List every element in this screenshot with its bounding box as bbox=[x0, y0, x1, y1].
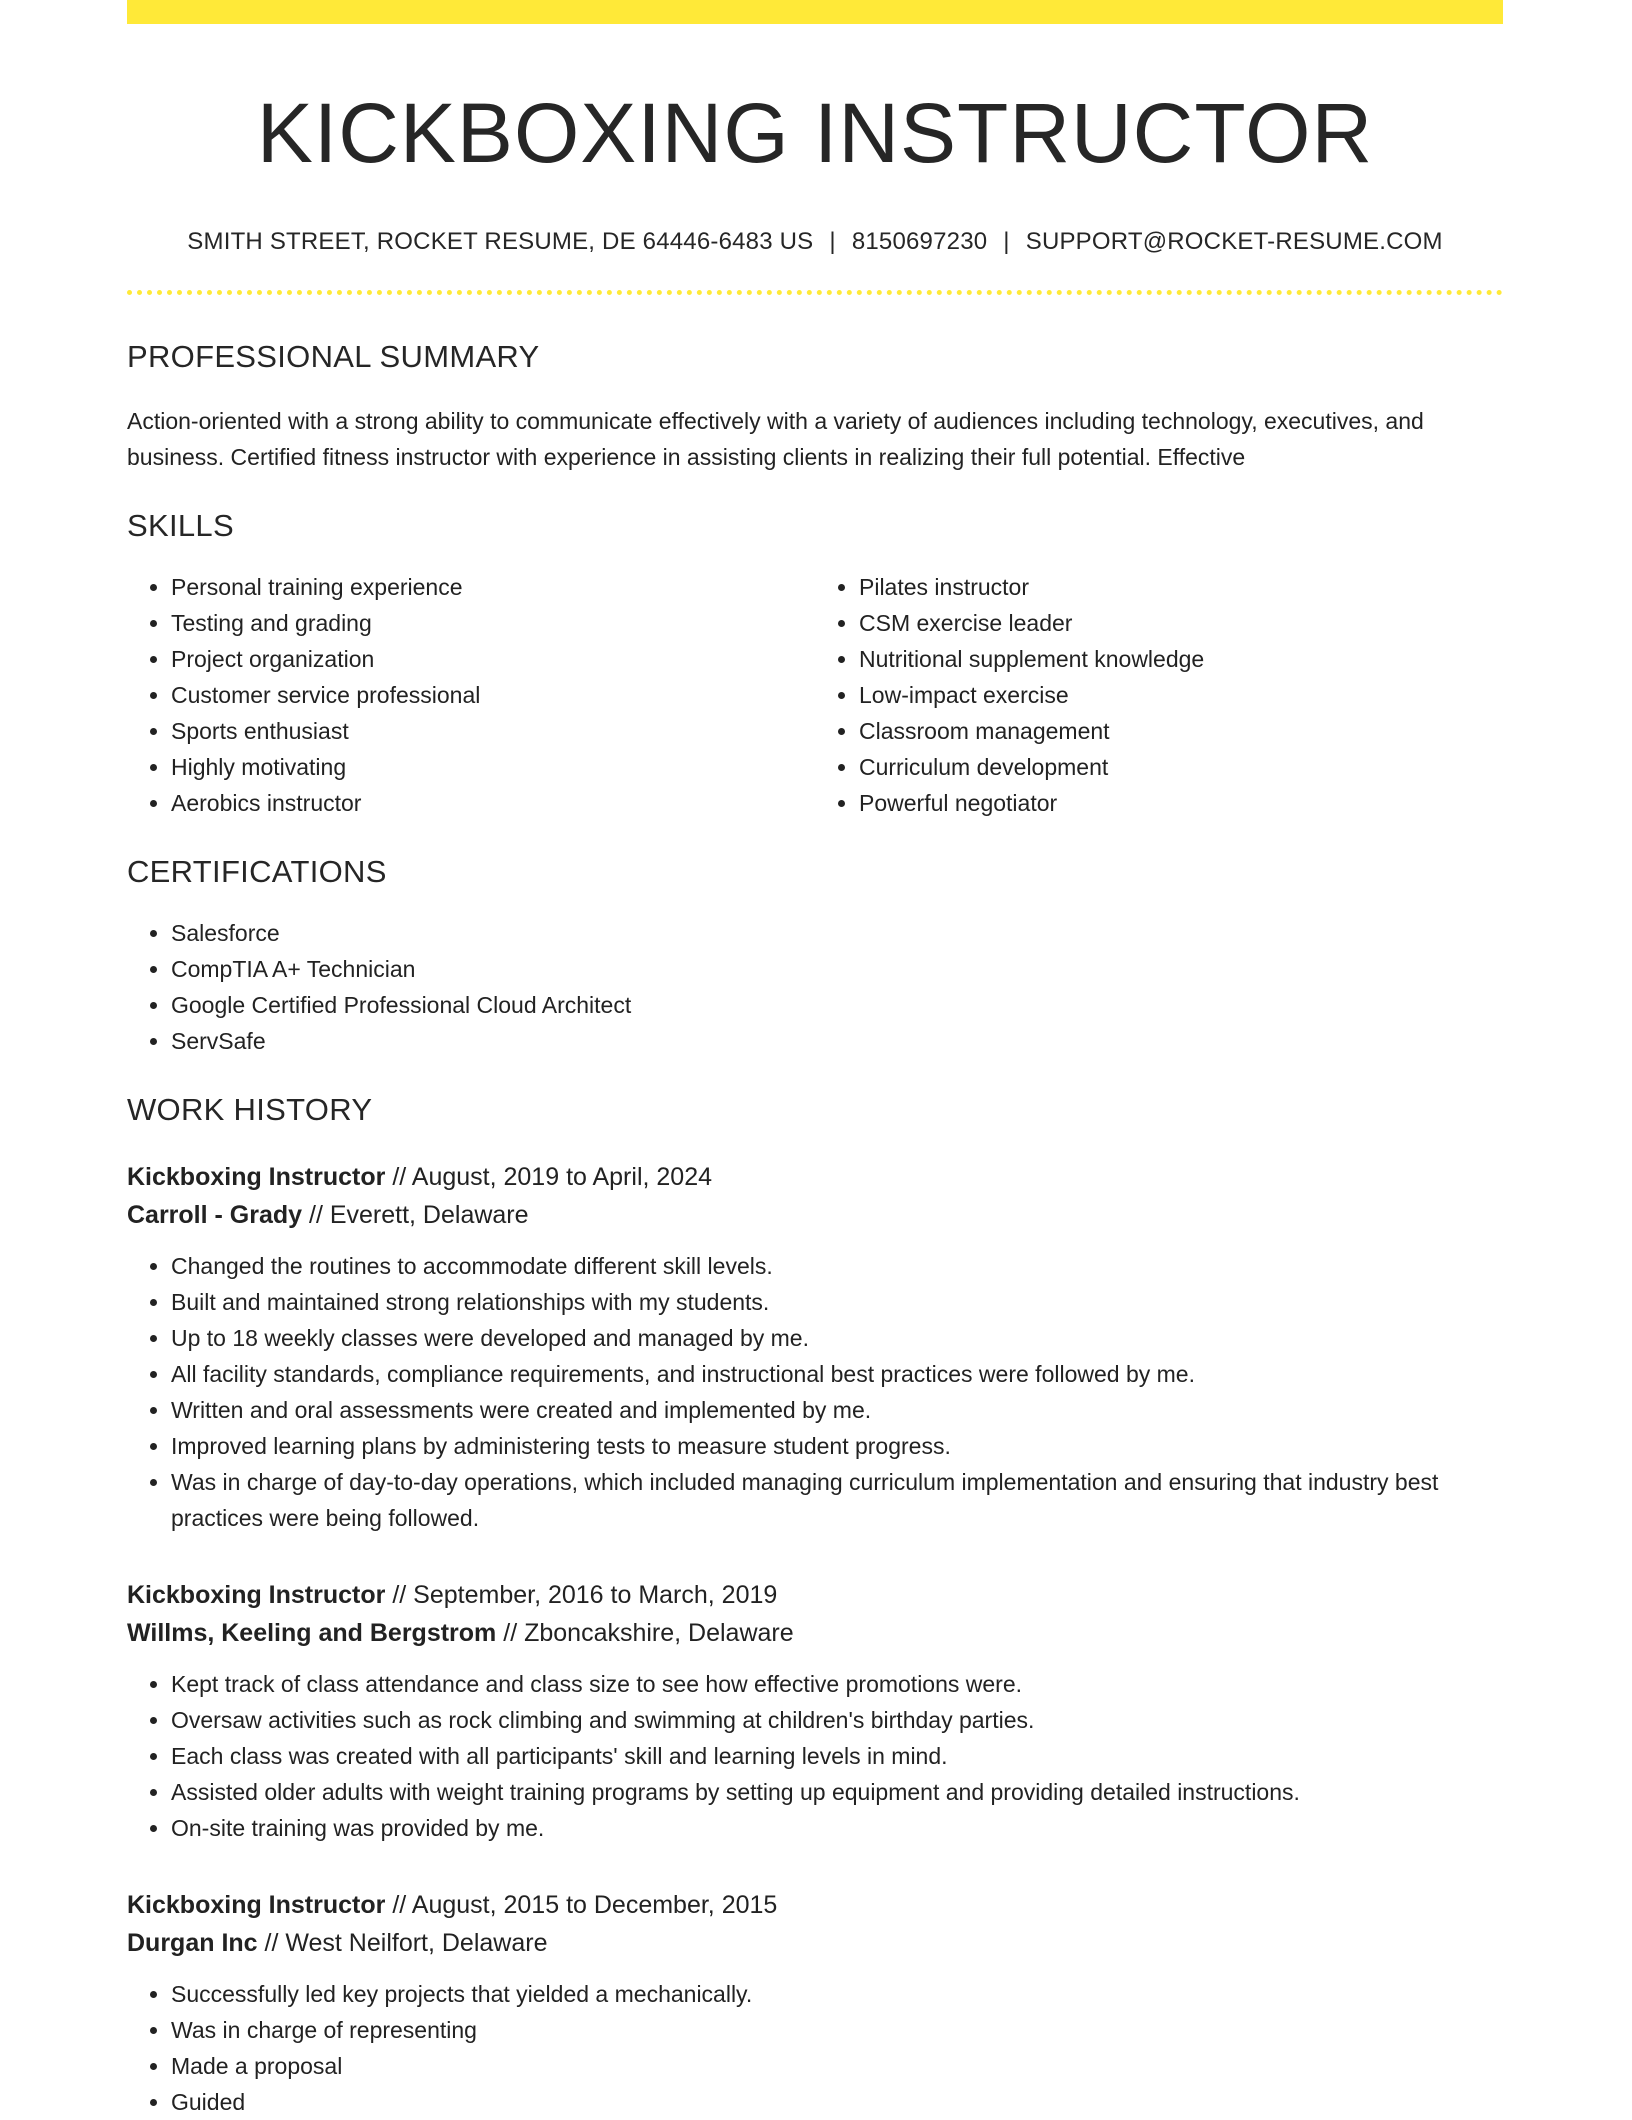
page-title: KICKBOXING INSTRUCTOR bbox=[256, 86, 1374, 180]
address: SMITH STREET, ROCKET RESUME, DE 64446-6483 US bbox=[187, 227, 814, 255]
job-title-line bbox=[127, 1886, 1503, 1924]
job-entry bbox=[127, 1886, 1503, 2120]
job-bullets bbox=[127, 1248, 1503, 1536]
phone: 8150697230 bbox=[851, 227, 988, 255]
list-item: • Built and maintained strong relationships with my students. bbox=[171, 1284, 1503, 1320]
list-item: • CSM exercise leader bbox=[859, 605, 1503, 641]
certifications-list bbox=[127, 915, 1503, 1059]
list-item: • Low-impact exercise bbox=[859, 677, 1503, 713]
list-item: • Customer service professional bbox=[171, 677, 815, 713]
separator: | bbox=[829, 227, 836, 255]
list-item: • Nutritional supplement knowledge bbox=[859, 641, 1503, 677]
job-dates: // August, 2015 to December, 2015 bbox=[385, 1890, 778, 1919]
job-entry bbox=[127, 1576, 1503, 1846]
job-company: Willms, Keeling and Bergstrom bbox=[127, 1618, 497, 1647]
list-item: • Each class was created with all participants' skill and learning levels in mind. bbox=[171, 1738, 1503, 1774]
list-item: • Was in charge of day-to-day operations, which included managing curriculum implementation and ensuring that industry best practices were being followed. bbox=[171, 1464, 1503, 1536]
job-bullets bbox=[127, 1976, 1503, 2120]
job-title-line bbox=[127, 1576, 1503, 1614]
summary-text: Action-oriented with a strong ability to communicate effectively with a variety of audiences including technology, executives, and business. Certified fitness instructor with experience in assisting clients in realizing their full potential. Effective bbox=[127, 407, 1424, 470]
list-item: • Project organization bbox=[171, 641, 815, 677]
list-item: • Guided bbox=[171, 2084, 1503, 2120]
certifications-heading: CERTIFICATIONS bbox=[127, 853, 387, 889]
job-company-line bbox=[127, 1196, 1503, 1234]
skills-heading: SKILLS bbox=[127, 507, 234, 543]
job-dates: // September, 2016 to March, 2019 bbox=[385, 1580, 778, 1609]
top-accent-bar bbox=[127, 0, 1503, 24]
list-item: • Made a proposal bbox=[171, 2048, 1503, 2084]
list-item: • ServSafe bbox=[171, 1023, 1503, 1059]
list-item: • Changed the routines to accommodate different skill levels. bbox=[171, 1248, 1503, 1284]
summary-heading: PROFESSIONAL SUMMARY bbox=[127, 338, 540, 374]
list-item: • Powerful negotiator bbox=[859, 785, 1503, 821]
list-item: • Personal training experience bbox=[171, 569, 815, 605]
list-item: • All facility standards, compliance requirements, and instructional best practices were followed by me. bbox=[171, 1356, 1503, 1392]
list-item: • Sports enthusiast bbox=[171, 713, 815, 749]
list-item: • Oversaw activities such as rock climbing and swimming at children's birthday parties. bbox=[171, 1702, 1503, 1738]
list-item: • Testing and grading bbox=[171, 605, 815, 641]
list-item: • Improved learning plans by administering tests to measure student progress. bbox=[171, 1428, 1503, 1464]
list-item: • Salesforce bbox=[171, 915, 1503, 951]
job-company: Carroll - Grady bbox=[127, 1200, 303, 1229]
dotted-divider bbox=[127, 290, 1503, 295]
separator: | bbox=[1003, 227, 1010, 255]
job-title: Kickboxing Instructor bbox=[127, 1162, 386, 1191]
email: SUPPORT@ROCKET-RESUME.COM bbox=[1025, 227, 1443, 255]
skills-list-right bbox=[815, 569, 1503, 821]
work-history-heading: WORK HISTORY bbox=[127, 1091, 373, 1127]
job-title: Kickboxing Instructor bbox=[127, 1580, 386, 1609]
job-title-line bbox=[127, 1158, 1503, 1196]
list-item: • Pilates instructor bbox=[859, 569, 1503, 605]
list-item: • Curriculum development bbox=[859, 749, 1503, 785]
list-item: • Aerobics instructor bbox=[171, 785, 815, 821]
list-item: • Google Certified Professional Cloud Architect bbox=[171, 987, 1503, 1023]
list-item: • Was in charge of representing bbox=[171, 2012, 1503, 2048]
job-entry bbox=[127, 1158, 1503, 1536]
list-item: • Highly motivating bbox=[171, 749, 815, 785]
job-location: // Zboncakshire, Delaware bbox=[496, 1618, 794, 1647]
job-location: // Everett, Delaware bbox=[302, 1200, 529, 1229]
list-item: • Written and oral assessments were created and implemented by me. bbox=[171, 1392, 1503, 1428]
job-bullets bbox=[127, 1666, 1503, 1846]
job-location: // West Neilfort, Delaware bbox=[257, 1928, 548, 1957]
job-company: Durgan Inc bbox=[127, 1928, 258, 1957]
list-item: • On-site training was provided by me. bbox=[171, 1810, 1503, 1846]
skills-grid bbox=[127, 569, 1503, 821]
contact-line bbox=[127, 228, 1503, 256]
list-item: • Up to 18 weekly classes were developed and managed by me. bbox=[171, 1320, 1503, 1356]
list-item: • Classroom management bbox=[859, 713, 1503, 749]
list-item: • Assisted older adults with weight training programs by setting up equipment and providing detailed instructions. bbox=[171, 1774, 1503, 1810]
skills-list-left bbox=[127, 569, 815, 821]
job-title: Kickboxing Instructor bbox=[127, 1890, 386, 1919]
job-dates: // August, 2019 to April, 2024 bbox=[385, 1162, 712, 1191]
job-company-line bbox=[127, 1614, 1503, 1652]
job-company-line bbox=[127, 1924, 1503, 1962]
resume-page bbox=[127, 0, 1503, 2120]
list-item: • CompTIA A+ Technician bbox=[171, 951, 1503, 987]
list-item: • Kept track of class attendance and class size to see how effective promotions were. bbox=[171, 1666, 1503, 1702]
list-item: • Successfully led key projects that yielded a mechanically. bbox=[171, 1976, 1503, 2012]
